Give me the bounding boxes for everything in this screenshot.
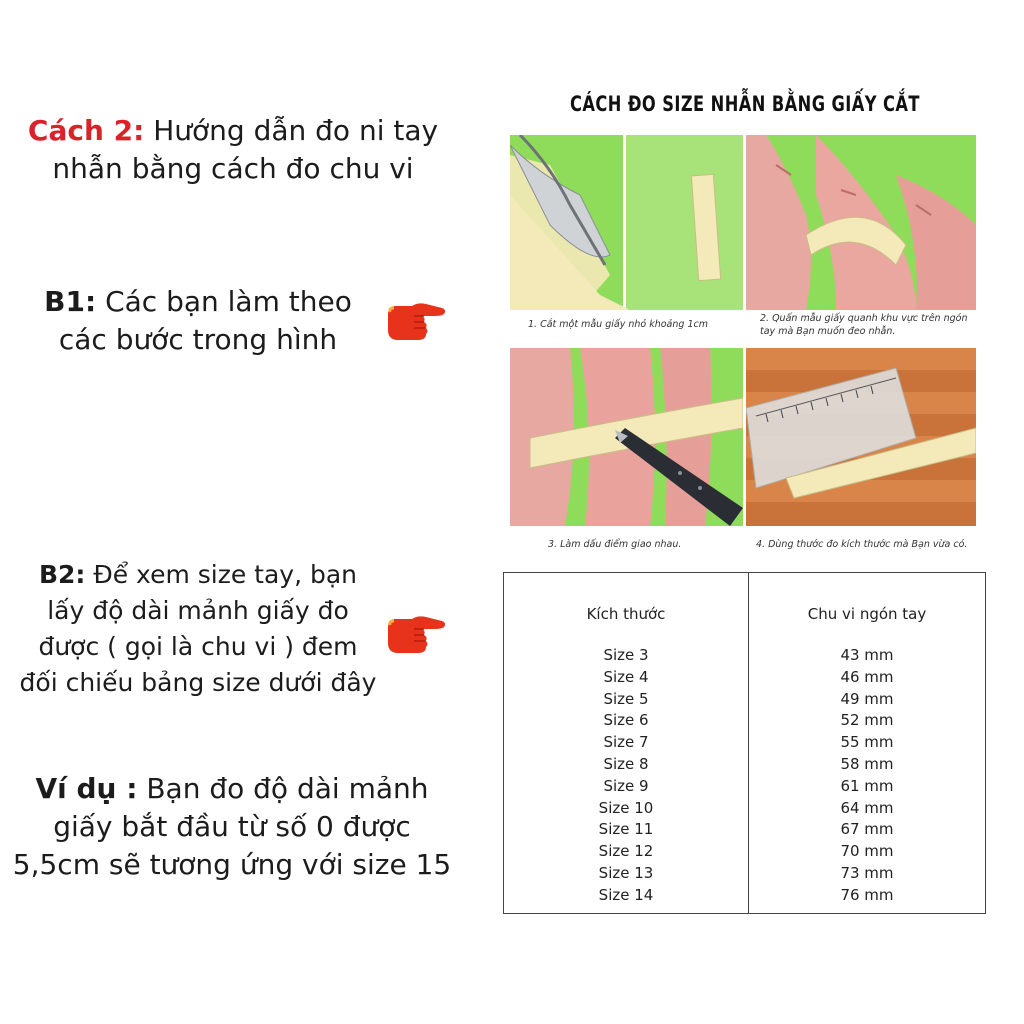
size-table bbox=[503, 572, 986, 914]
guide-caption-2: 2. Quấn mẫu giấy quanh khu vực trên ngón tay mà Bạn muốn đeo nhẫn. bbox=[760, 313, 968, 337]
scissors-illustration bbox=[510, 135, 743, 310]
example-label: Ví dụ : bbox=[35, 772, 138, 805]
table-row: Size 7 bbox=[603, 733, 649, 752]
ruler-illustration bbox=[746, 348, 976, 526]
table-row: Size 10 bbox=[598, 798, 654, 817]
table-row: Size 13 bbox=[598, 863, 654, 882]
table-cell: 55 mm bbox=[840, 733, 894, 752]
method-heading bbox=[18, 112, 448, 188]
table-row: Size 8 bbox=[603, 754, 649, 773]
table-row: Size 14 bbox=[598, 885, 654, 904]
finger-wrap-illustration bbox=[746, 135, 976, 310]
guide-panel-2 bbox=[746, 135, 976, 310]
step2-text-block bbox=[18, 557, 378, 701]
guide-caption-3: 3. Làm dấu điểm giao nhau. bbox=[548, 539, 682, 550]
table-cell: 43 mm bbox=[840, 646, 894, 664]
method-label: Cách 2: bbox=[27, 114, 145, 147]
table-cell: 46 mm bbox=[840, 667, 894, 686]
table-header-circumference: Chu vi ngón tay bbox=[807, 605, 927, 623]
table-cell: 70 mm bbox=[840, 842, 894, 861]
step1-label: B1: bbox=[44, 285, 97, 318]
guide-panel-1 bbox=[510, 135, 743, 310]
table-cell: 73 mm bbox=[840, 863, 894, 882]
table-header-size: Kích thước bbox=[586, 605, 666, 623]
example-text: Bạn đo độ dài mảnh giấy bắt đầu từ số 0 được 5,5cm sẽ tương ứng với size 15 bbox=[12, 772, 452, 881]
table-cell: 49 mm bbox=[840, 689, 894, 708]
size-column bbox=[504, 645, 748, 907]
guide-title: CÁCH ĐO SIZE NHẪN BẰNG GIẤY CẮT bbox=[570, 92, 920, 116]
step1-text-block bbox=[28, 283, 368, 359]
example-text-block bbox=[12, 770, 452, 884]
pointing-hand-icon bbox=[384, 300, 448, 344]
table-cell: 61 mm bbox=[840, 776, 894, 795]
table-row: Size 12 bbox=[598, 842, 654, 861]
guide-panel-4 bbox=[746, 348, 976, 526]
table-cell: 67 mm bbox=[840, 820, 894, 839]
table-cell: 58 mm bbox=[840, 754, 894, 773]
table-cell: 76 mm bbox=[840, 885, 894, 904]
method-text: Hướng dẫn đo ni tay nhẫn bằng cách đo chu vi bbox=[52, 114, 439, 185]
table-row: Size 11 bbox=[598, 820, 654, 839]
step2-text: Để xem size tay, bạn lấy độ dài mảnh giấy đo được ( gọi là chu vi ) đem đối chiếu bảng size dưới đây bbox=[19, 560, 377, 697]
circumference-column bbox=[749, 645, 985, 907]
guide-panel-3 bbox=[510, 348, 743, 526]
table-row: Size 9 bbox=[603, 776, 649, 795]
step1-text: Các bạn làm theo các bước trong hình bbox=[58, 285, 352, 356]
guide-caption-1: 1. Cắt một mẫu giấy nhỏ khoảng 1cm bbox=[528, 319, 708, 330]
table-row: Size 6 bbox=[603, 711, 649, 730]
table-row: Size 3 bbox=[603, 646, 649, 664]
pen-mark-illustration bbox=[510, 348, 743, 526]
guide-caption-4: 4. Dùng thước đo kích thước mà Bạn vừa có. bbox=[756, 539, 968, 550]
table-row: Size 4 bbox=[603, 667, 649, 686]
step2-label: B2: bbox=[38, 560, 86, 589]
pointing-hand-icon bbox=[384, 613, 448, 657]
table-cell: 64 mm bbox=[840, 798, 894, 817]
table-cell: 52 mm bbox=[840, 711, 894, 730]
table-row: Size 5 bbox=[603, 689, 649, 708]
